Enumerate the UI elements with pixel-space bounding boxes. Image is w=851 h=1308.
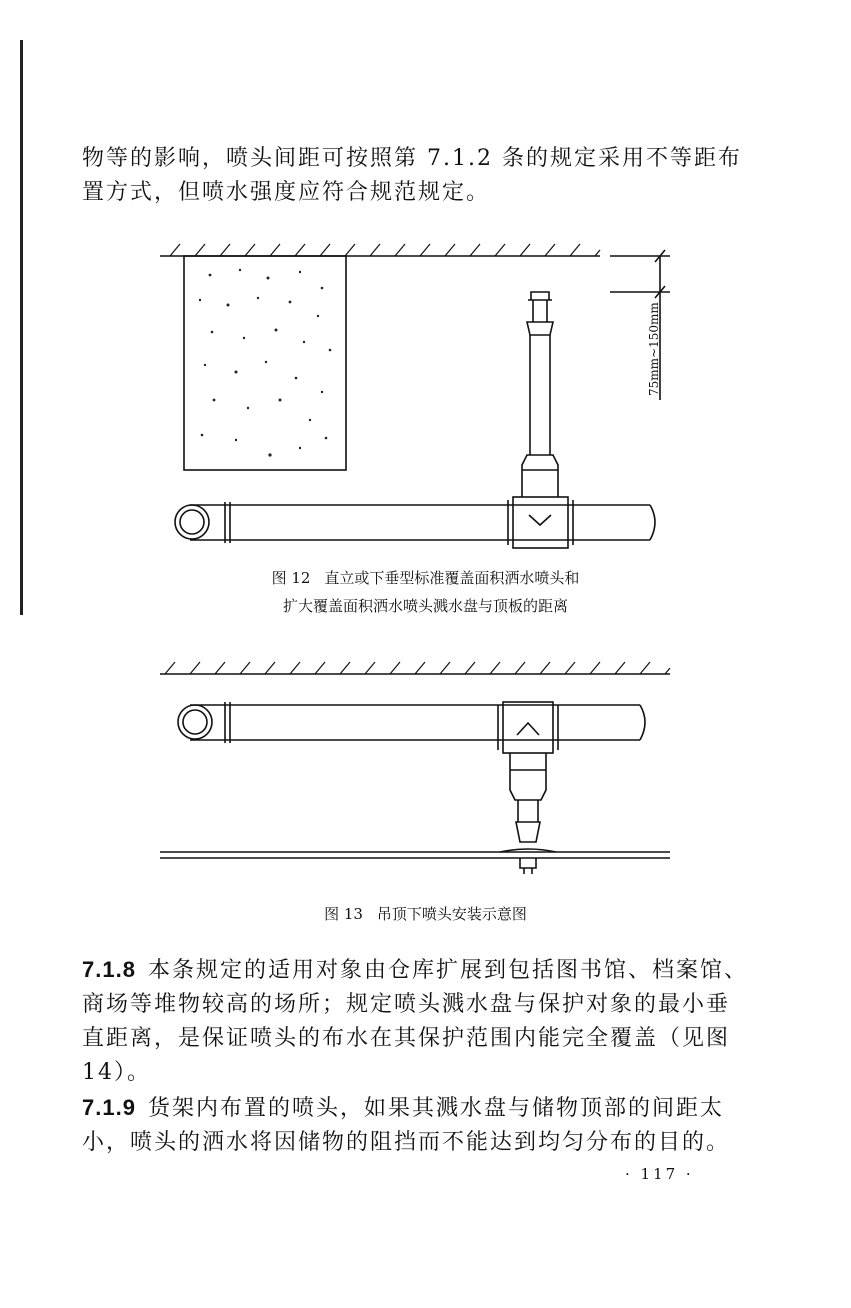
figure-12-number: 图 12 <box>271 569 311 587</box>
dimension-label: 75mm~150mm <box>647 302 661 396</box>
ceiling-hatching <box>165 662 670 674</box>
beam-aggregate-dots <box>199 269 332 457</box>
clause-number: 7.1.8 <box>82 957 136 982</box>
flow-arrow-down <box>529 515 551 525</box>
ceiling-hatching <box>170 244 600 256</box>
clause-7-1-8 <box>82 953 752 1090</box>
clause-7-1-9 <box>82 1091 752 1160</box>
sprinkler-body <box>516 822 540 842</box>
flow-arrow-up <box>517 723 539 735</box>
pipe-end-inner <box>183 710 207 734</box>
deflector <box>528 292 552 300</box>
figure-13-caption-text: 吊顶下喷头安装示意图 <box>376 905 527 923</box>
figure-12-diagram <box>0 240 851 550</box>
figure-13-number: 图 13 <box>324 905 363 923</box>
figure-13-caption <box>0 900 851 928</box>
tee-fitting <box>503 702 553 753</box>
page-number: · 117 · <box>625 1165 694 1183</box>
figure-12-caption-line-1 <box>0 564 851 592</box>
intro-paragraph: 物等的影响，喷头间距可按照第 7.1.2 条的规定采用不等距布置方式，但喷水强度应符合规范规定。 <box>82 146 742 205</box>
clause-text: 本条规定的适用对象由仓库扩展到包括图书馆、档案馆、商场等堆物较高的场所；规定喷头溅水盘与保护对象的最小垂直距离，是保证喷头的布水在其保护范围内能完全覆盖（见图 14）。 <box>82 958 748 1085</box>
pipe-end-inner <box>180 510 204 534</box>
clause-text: 货架内布置的喷头，如果其溅水盘与储物顶部的间距太小，喷头的洒水将因储物的阻挡而不能达到均匀分布的目的。 <box>82 1096 731 1155</box>
clause-number: 7.1.9 <box>82 1095 136 1120</box>
sprinkler-body <box>527 322 553 335</box>
figure-13-diagram <box>0 650 851 890</box>
figure-12-caption-line-2: 扩大覆盖面积洒水喷头溅水盘与顶板的距离 <box>282 597 568 615</box>
figure-12-caption-text: 直立或下垂型标准覆盖面积洒水喷头和 <box>324 569 580 587</box>
